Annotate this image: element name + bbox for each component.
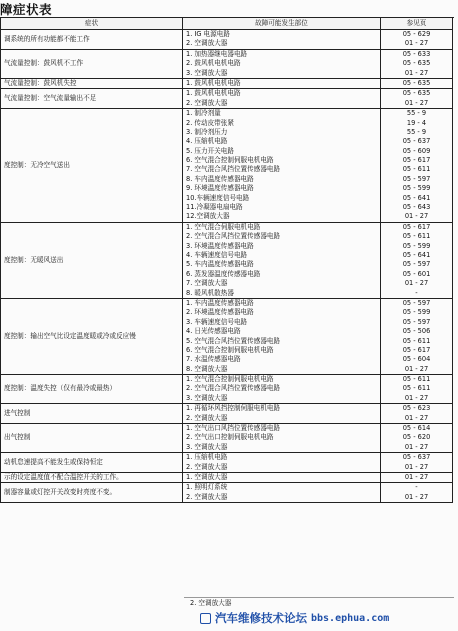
parts-cell	[183, 222, 381, 298]
part-item: 3. 空调放大器	[186, 68, 228, 77]
ref-page: 05 - 597	[402, 260, 431, 269]
part-item: 2. 传动皮带张紧	[186, 118, 234, 127]
ref-page: 01 - 27	[404, 393, 429, 402]
part-item: 2. 空气混合风挡位置传感器电路	[186, 384, 281, 393]
table-row	[1, 30, 453, 50]
symptom-cell: 度控制：无暖风送出	[1, 222, 183, 298]
ref-page: 01 - 27	[404, 98, 429, 107]
ref-page: 01 - 27	[404, 279, 429, 288]
symptom-cell: 度控制：输出空气比设定温度暖或冷或反应慢	[1, 298, 183, 374]
watermark-url: bbs.ephua.com	[311, 612, 390, 624]
part-item: 12.空调放大器	[186, 212, 230, 221]
part-item: 4. 车辆速度信号电路	[186, 251, 248, 259]
ref-page: 01 - 27	[404, 413, 429, 422]
part-item: 7. 水温传感器电路	[186, 355, 241, 364]
part-item: 1. 空气出口风挡位置传感器电路	[186, 424, 281, 433]
part-item: 1. 空气混合控制伺服电机电路	[186, 375, 274, 384]
part-item: 3. 制冷剂压力	[186, 127, 228, 136]
ref-page: 05 - 597	[402, 174, 431, 183]
table-row	[1, 375, 453, 404]
symptom-cell: 度控制：温度失控（仅有最冷或最热）	[1, 375, 183, 404]
ref-page: 05 - 637	[402, 453, 431, 462]
table-row	[1, 472, 453, 482]
part-item: 1. 制冷剂量	[186, 109, 221, 118]
ref-page: 05 - 629	[402, 30, 431, 38]
part-item: 2. 空气混合风挡位置传感器电路	[186, 232, 281, 241]
ref-page: 01 - 27	[404, 68, 429, 77]
part-item: 3. 车辆速度信号电路	[186, 317, 248, 326]
ref-page: 05 - 623	[402, 404, 431, 413]
forum-logo-icon	[200, 613, 211, 624]
ref-page: 05 - 611	[402, 384, 431, 393]
ref-cell	[381, 222, 453, 298]
ref-page: 05 - 611	[402, 375, 431, 384]
ref-page: 05 - 635	[402, 89, 431, 98]
table-row	[1, 404, 453, 424]
part-item: 2. 环境温度传感器电路	[186, 308, 254, 317]
part-item: 1. 空调放大器	[186, 472, 228, 481]
part-item: 1. IG 电源电路	[186, 30, 230, 38]
part-item: 8. 车内温度传感器电路	[186, 174, 254, 183]
ref-page: 05 - 597	[402, 317, 431, 326]
ref-cell	[381, 453, 453, 473]
ref-page: 05 - 611	[402, 165, 431, 174]
part-item: 2. 鼓风机电机电路	[186, 59, 241, 68]
ref-page: 05 - 599	[402, 241, 431, 250]
header-ref: 参见页	[381, 18, 453, 30]
symptom-cell: 气流量控制：鼓风机失控	[1, 78, 183, 88]
symptom-table	[0, 17, 453, 503]
ref-cell	[381, 30, 453, 50]
part-item: 2. 空调放大器	[186, 413, 228, 422]
parts-cell	[183, 453, 381, 473]
part-item: 2. 空调放大器	[186, 492, 228, 501]
table-row	[1, 222, 453, 298]
ref-page: 05 - 617	[402, 222, 431, 231]
ref-page: 05 - 637	[402, 137, 431, 146]
symptom-cell: 进气控制	[1, 404, 183, 424]
ref-page: 05 - 601	[402, 269, 431, 278]
ref-page: 05 - 611	[402, 336, 431, 345]
ref-cell	[381, 472, 453, 482]
part-item: 2. 空气出口控制伺服电机电路	[186, 433, 274, 442]
part-item: 6. 蒸发器温度传感器电路	[186, 269, 261, 278]
ref-page: 01 - 27	[404, 364, 429, 373]
symptom-cell: 调系统的所有功能都不能工作	[1, 30, 183, 50]
part-item: 5. 空气混合风挡位置传感器电路	[186, 336, 281, 345]
ref-page: 19 - 4	[406, 118, 427, 127]
ref-cell	[381, 375, 453, 404]
ref-page: 05 - 599	[402, 308, 431, 317]
table-row	[1, 89, 453, 109]
part-item: 5. 车内温度传感器电路	[186, 260, 254, 269]
ref-page: 05 - 641	[402, 193, 431, 202]
table-row	[1, 78, 453, 88]
parts-cell	[183, 30, 381, 50]
ref-page: 05 - 620	[402, 433, 431, 442]
part-item: 2. 空调放大器	[186, 39, 228, 48]
watermark-forum-name: 汽车维修技术论坛	[215, 611, 307, 625]
symptom-cell: 出气控制	[1, 424, 183, 453]
page-title: 障症状表	[0, 2, 53, 17]
symptom-cell: 气流量控制：空气流量输出不足	[1, 89, 183, 109]
part-item: 1. 鼓风机电机电路	[186, 78, 241, 87]
symptom-cell: 制器容量或灯控开关改变时亮度不变。	[1, 483, 183, 503]
part-item: 8. 空调放大器	[186, 364, 228, 373]
parts-cell	[183, 298, 381, 374]
ref-cell	[381, 109, 453, 223]
ref-page: 01 - 27	[404, 492, 429, 501]
header-symptom: 症状	[1, 18, 183, 30]
part-item: 1. 车内温度传感器电路	[186, 298, 254, 307]
part-item: 1. 照明灯系统	[186, 483, 228, 492]
part-item: 1. 空气混合伺服电机电路	[186, 222, 261, 231]
parts-cell	[183, 483, 381, 503]
parts-cell	[183, 78, 381, 88]
ref-cell	[381, 298, 453, 374]
part-item: 6. 空气混合控制伺服电机电路	[186, 156, 274, 165]
parts-cell	[183, 375, 381, 404]
part-item: 7. 空调放大器	[186, 279, 228, 288]
part-item: 5. 压力开关电路	[186, 146, 234, 155]
part-item: 4. 日光传感器电路	[186, 327, 241, 336]
watermark	[200, 610, 389, 626]
ref-page: 01 - 27	[404, 472, 429, 481]
header-parts: 故障可能发生部位	[183, 18, 381, 30]
part-item: 3. 环境温度传感器电路	[186, 241, 254, 250]
ref-page: 01 - 27	[404, 212, 429, 221]
part-item: 10.车辆速度信号电路	[186, 193, 250, 202]
ref-page: 05 - 506	[402, 327, 431, 336]
ref-page: -	[415, 483, 418, 492]
ref-page: 05 - 635	[402, 78, 431, 87]
symptom-cell: 度控制：无冷空气送出	[1, 109, 183, 223]
ref-page: 05 - 611	[402, 232, 431, 241]
part-item: 11.冷凝器电扇电路	[186, 203, 243, 212]
ref-page: 05 - 597	[402, 298, 431, 307]
table-row	[1, 298, 453, 374]
ref-cell	[381, 78, 453, 88]
ref-cell	[381, 424, 453, 453]
part-item: 2. 空调放大器	[186, 462, 228, 471]
ref-page: 05 - 635	[402, 59, 431, 68]
table-body	[1, 30, 453, 503]
parts-cell	[183, 49, 381, 78]
ref-cell	[381, 89, 453, 109]
ref-cell	[381, 49, 453, 78]
ref-page: -	[415, 288, 418, 297]
ref-page: 05 - 617	[402, 345, 431, 354]
parts-cell	[183, 472, 381, 482]
table-row	[1, 453, 453, 473]
continued-row-text: 2. 空调放大器	[190, 599, 232, 607]
parts-cell	[183, 424, 381, 453]
symptom-cell: 动机怠速提高不能发生或保持恒定	[1, 453, 183, 473]
ref-page: 05 - 614	[402, 424, 431, 433]
table-row	[1, 109, 453, 223]
part-item: 3. 空调放大器	[186, 442, 228, 451]
part-item: 1. 再循环风挡控制伺服电机电路	[186, 404, 281, 413]
table-row	[1, 49, 453, 78]
parts-cell	[183, 109, 381, 223]
part-item: 6. 空气混合控制伺服电机电路	[186, 345, 274, 354]
part-item: 8. 暖风机散热器	[186, 288, 234, 297]
part-item: 3. 空调放大器	[186, 393, 228, 402]
ref-page: 05 - 617	[402, 156, 431, 165]
part-item: 1. 加热器继电器电路	[186, 49, 248, 58]
symptom-cell: 示的设定温度值不配合温控开关的工作。	[1, 472, 183, 482]
part-item: 2. 空调放大器	[186, 98, 228, 107]
ref-page: 55 - 9	[406, 127, 427, 136]
parts-cell	[183, 404, 381, 424]
ref-cell	[381, 483, 453, 503]
table-row	[1, 424, 453, 453]
part-item: 7. 空气混合风挡位置传感器电路	[186, 165, 281, 174]
part-item: 4. 压缩机电路	[186, 137, 228, 146]
table-header-row	[1, 18, 453, 30]
part-item: 9. 环境温度传感器电路	[186, 184, 254, 193]
part-item: 1. 鼓风机电机电路	[186, 89, 241, 98]
table-row	[1, 483, 453, 503]
ref-page: 05 - 633	[402, 49, 431, 58]
parts-cell	[183, 89, 381, 109]
ref-page: 01 - 27	[404, 39, 429, 48]
ref-page: 05 - 641	[402, 251, 431, 259]
ref-page: 05 - 609	[402, 146, 431, 155]
ref-page: 01 - 27	[404, 442, 429, 451]
part-item: 1. 压缩机电路	[186, 453, 228, 462]
ref-page: 05 - 643	[402, 203, 431, 212]
ref-page: 05 - 599	[402, 184, 431, 193]
ref-page: 05 - 604	[402, 355, 431, 364]
symptom-cell: 气流量控制：鼓风机不工作	[1, 49, 183, 78]
ref-page: 55 - 9	[406, 109, 427, 118]
ref-page: 01 - 27	[404, 462, 429, 471]
ref-cell	[381, 404, 453, 424]
